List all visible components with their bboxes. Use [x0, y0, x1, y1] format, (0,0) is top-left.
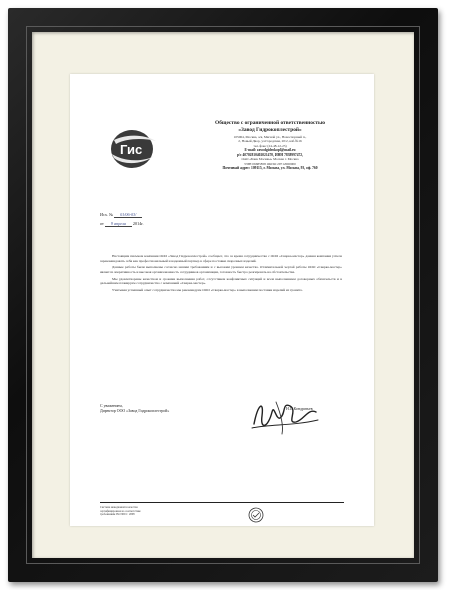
email-line: E-mail: zavodgidrokopl@mail.ru	[244, 148, 296, 153]
logo-text: Гис	[120, 142, 143, 157]
date-year: 2014г.	[132, 221, 144, 226]
address-line: 105064, Москва, а/я, Мясной ул., Новоспорный п.,	[233, 135, 307, 139]
company-name: «Завод Гидрокоплестрой»	[238, 127, 302, 133]
bank-line: УИН 06685858 ОКПО 29712060000	[244, 161, 296, 166]
footer-divider	[100, 502, 344, 503]
body-paragraph: Мы удовлетворены качеством и сроками выполнения работ, отсутствием конфликтных ситуаций и всем выполнением договорных обязательств и в дальнейшем планируем сотрудничество с компанией «Сварка-мастер».	[100, 276, 342, 286]
picture-frame	[8, 8, 438, 582]
signer-name: Н.П.Кондратьев	[286, 407, 313, 411]
letterhead	[172, 120, 368, 171]
body-paragraph: Учитывая успешный опыт сотрудничества мы рекомендуем ООО «Сварка-мастер» в выполнении поставки изделий из гранита.	[112, 288, 303, 293]
inn-line: р/с 40702810402021470, ИНН 7838997472,	[237, 152, 303, 157]
certification-seal-icon	[248, 507, 264, 523]
company-type: Общество с ограниченной ответственностью	[215, 120, 325, 126]
letter-body	[100, 254, 342, 295]
closing-greeting: С уважением,	[100, 404, 123, 408]
body-paragraph: Данные работы были выполнены согласно нашим требованиям и с высоким уровнем качества. Отличительной чертой работы ООО «Сварка-мастер» является оперативность и высокая организованность сотрудников организации, готовность быстро реагировать на обстоятельства.	[100, 265, 342, 274]
number-label: Исх. №	[100, 212, 114, 217]
date-label: от	[100, 221, 104, 226]
closing-block	[100, 404, 169, 415]
signature-icon	[246, 394, 326, 436]
cert-line: Система менеджмента качества	[100, 506, 138, 509]
address-line: 2, Новый Двор, ул.Городская, 20/2, каб.№16	[238, 139, 302, 144]
certification-note	[100, 506, 170, 517]
letter-date	[100, 221, 144, 226]
address-line: тел./факс (24-48-12-25)	[253, 143, 287, 148]
cert-line: требованиям ISO 9001 : 2008	[100, 513, 135, 517]
date-value: 9 апреля	[105, 221, 132, 227]
cert-line: сертифицирована на соответствие	[100, 509, 141, 513]
passe-partout-mat	[32, 32, 414, 558]
outgoing-number	[100, 212, 142, 217]
company-logo-icon	[110, 128, 164, 170]
postal-address: Почтовый адрес: 109115, г. Москва, ул. Москва, 93, оф. 760	[222, 166, 318, 171]
bank-line: ОАО «Банк Москвы» Москва г. Москва	[241, 157, 299, 162]
closing-position: Директор ООО «Завод Гидрокоплестрой»	[100, 409, 170, 414]
letter-sheet	[70, 74, 374, 526]
number-value: 01/06-03/	[114, 212, 142, 218]
body-paragraph: Настоящим письмом компания ООО «Завод Гидрокоплестрой» сообщает, что за время сотрудничества с ООО «Сварка-мастер» данная компания успела зарекомендовать себя как профессиональный и надежный партнер в сфере поставки сварочных изделий.	[100, 254, 342, 263]
